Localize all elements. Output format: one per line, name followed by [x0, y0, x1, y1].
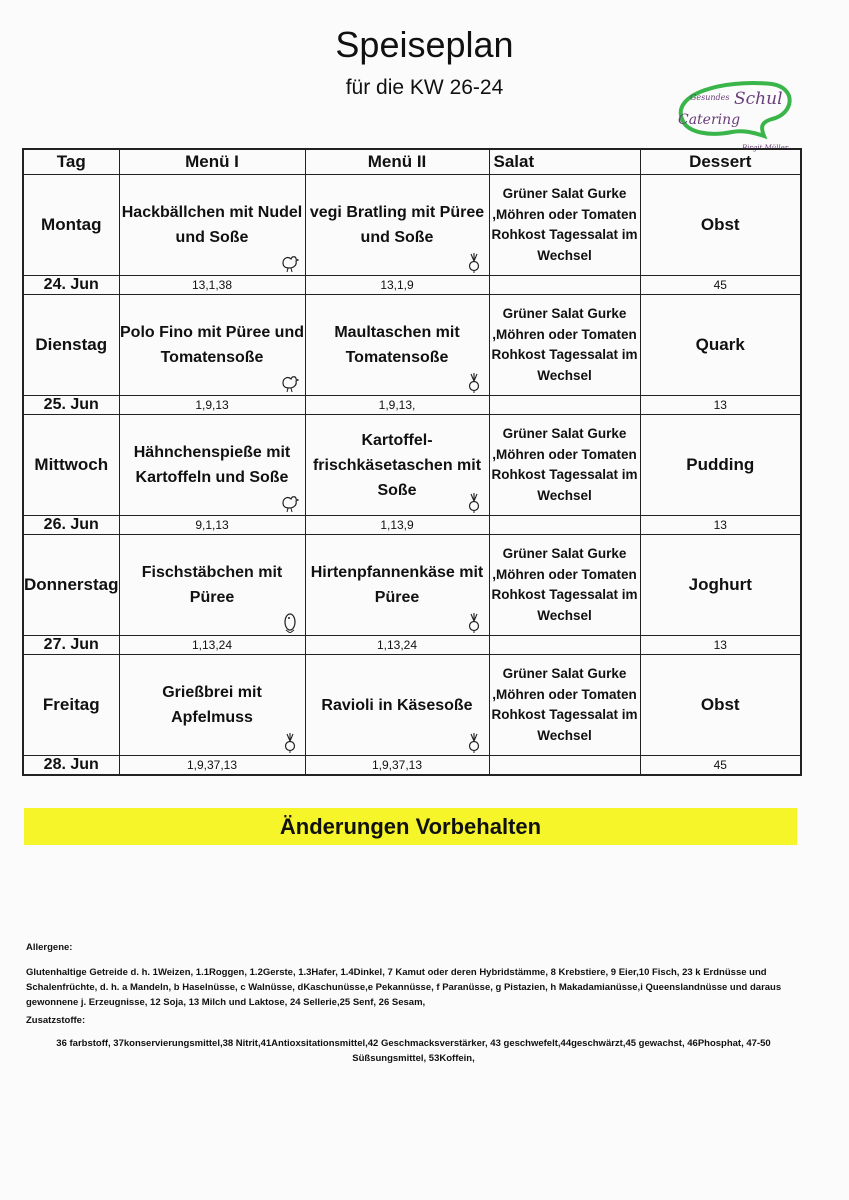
header-dessert: Dessert	[640, 149, 801, 175]
menu1-dish-text: Fischstäbchen mit Püree	[141, 564, 283, 606]
additives-text: 36 farbstoff, 37konservierungsmittel,38 Nitrit,41Antioxsitationsmittel,42 Geschmacksverstärker, 43 geschwefelt,44geschwärzt,45 gewachst, 46Phosphat, 47-50 Süßsungsmittel, 53Koffein,	[56, 1038, 771, 1064]
menu2-codes: 1,9,37,13	[305, 756, 489, 776]
menu1-dish	[119, 175, 305, 276]
menu-table	[22, 148, 802, 776]
menu1-dish-text: Polo Fino mit Püree und Tomatensoße	[120, 324, 304, 366]
header-menu2: Menü II	[305, 149, 489, 175]
table-row-codes	[23, 396, 801, 415]
salat-codes	[489, 516, 640, 535]
salat-codes	[489, 396, 640, 415]
table-row	[23, 175, 801, 276]
salat-text: Grüner Salat Gurke ,Möhren oder Tomaten Rohkost Tagessalat im Wechsel	[489, 175, 640, 276]
allergens-heading: Allergene:	[26, 942, 73, 953]
day-date: 24. Jun	[23, 276, 119, 295]
day-date: 25. Jun	[23, 396, 119, 415]
table-row-codes	[23, 516, 801, 535]
dessert-codes: 45	[640, 756, 801, 776]
dessert-codes: 45	[640, 276, 801, 295]
page-title: Speiseplan	[335, 24, 514, 65]
table-row-codes	[23, 276, 801, 295]
svg-text:Birgit Müller: Birgit Müller	[742, 144, 789, 152]
salat-codes	[489, 756, 640, 776]
menu1-dish	[119, 415, 305, 516]
dessert-name: Obst	[640, 175, 801, 276]
menu1-dish-text: Hackbällchen mit Nudel und Soße	[121, 204, 303, 246]
allergens-text: Glutenhaltige Getreide d. h. 1Weizen, 1.1Roggen, 1.2Gerste, 1.3Hafer, 1.4Dinkel, 7 Kamut oder deren Hybridstämme, 8 Krebstiere, 9 Eier,10 Fisch, 23 k Erdnüsse und Schalenfrüchte, d. h. a Mandeln, b Haselnüsse, c Walnüsse, dKaschunüsse,e Pekannüsse, f Paranüsse, g Pistazien, h Makadamianüsse,i Queenslandnüsse und daraus gewonnene j. Erzeugnisse, 12 Soja, 13 Milch und Laktose, 24 Sellerie,25 Senf, 26 Sesam,	[26, 967, 782, 1008]
menu1-codes: 13,1,38	[119, 276, 305, 295]
menu2-dish	[305, 175, 489, 276]
beet-icon	[279, 731, 301, 753]
dessert-codes: 13	[640, 516, 801, 535]
svg-text:Gesundes: Gesundes	[690, 93, 730, 102]
menu2-dish	[305, 295, 489, 396]
menu1-dish-text: Hähnchenspieße mit Kartoffeln und Soße	[133, 444, 291, 486]
day-date: 28. Jun	[23, 756, 119, 776]
menu2-dish-text: Kartoffel-frischkäsetaschen mit Soße	[312, 431, 482, 499]
menu1-dish	[119, 295, 305, 396]
menu2-dish-text: Maultaschen mit Tomatensoße	[334, 324, 460, 366]
table-row	[23, 415, 801, 516]
menu1-dish	[119, 535, 305, 636]
dessert-codes: 13	[640, 396, 801, 415]
day-name: Montag	[23, 175, 119, 276]
day-name: Mittwoch	[23, 415, 119, 516]
menu2-dish-text: vegi Bratling mit Püree und Soße	[309, 204, 485, 246]
salat-codes	[489, 276, 640, 295]
header-salat: Salat	[489, 149, 640, 175]
page-subtitle: für die KW 26-24	[345, 76, 504, 99]
menu2-dish	[305, 415, 489, 516]
table-row	[23, 655, 801, 756]
beet-icon	[463, 371, 485, 393]
day-name: Dienstag	[23, 295, 119, 396]
salat-text: Grüner Salat Gurke ,Möhren oder Tomaten Rohkost Tagessalat im Wechsel	[489, 655, 640, 756]
menu2-dish-text: Ravioli in Käsesoße	[321, 696, 473, 714]
menu1-codes: 9,1,13	[119, 516, 305, 535]
day-date: 26. Jun	[23, 516, 119, 535]
menu1-dish	[119, 655, 305, 756]
beet-icon	[463, 251, 485, 273]
beet-icon	[463, 611, 485, 633]
day-name: Donnerstag	[23, 535, 119, 636]
table-row	[23, 295, 801, 396]
menu1-dish-text: Grießbrei mit Apfelmuss	[162, 684, 262, 726]
menu2-codes: 1,13,9	[305, 516, 489, 535]
salat-text: Grüner Salat Gurke ,Möhren oder Tomaten Rohkost Tagessalat im Wechsel	[489, 295, 640, 396]
chicken-icon	[279, 371, 301, 393]
menu2-dish	[305, 535, 489, 636]
menu2-dish	[305, 655, 489, 756]
menu2-codes: 1,13,24	[305, 636, 489, 655]
dessert-name: Pudding	[640, 415, 801, 516]
menu1-codes: 1,13,24	[119, 636, 305, 655]
header-menu1: Menü I	[119, 149, 305, 175]
header-tag: Tag	[23, 149, 119, 175]
day-name: Freitag	[23, 655, 119, 756]
menu2-dish-text: Hirtenpfannenkäse mit Püree	[310, 564, 484, 606]
salat-codes	[489, 636, 640, 655]
chicken-icon	[279, 251, 301, 273]
table-row-codes	[23, 636, 801, 655]
table-row-codes	[23, 756, 801, 776]
catering-logo	[662, 74, 797, 154]
table-header-row	[23, 149, 801, 175]
additives-heading: Zusatzstoffe:	[26, 1015, 86, 1026]
menu1-codes: 1,9,37,13	[119, 756, 305, 776]
menu2-codes: 1,9,13,	[305, 396, 489, 415]
table-row	[23, 535, 801, 636]
chicken-icon	[279, 491, 301, 513]
beet-icon	[463, 491, 485, 513]
salat-text: Grüner Salat Gurke ,Möhren oder Tomaten Rohkost Tagessalat im Wechsel	[489, 415, 640, 516]
dessert-name: Joghurt	[640, 535, 801, 636]
menu1-codes: 1,9,13	[119, 396, 305, 415]
day-date: 27. Jun	[23, 636, 119, 655]
beet-icon	[463, 731, 485, 753]
salat-text: Grüner Salat Gurke ,Möhren oder Tomaten Rohkost Tagessalat im Wechsel	[489, 535, 640, 636]
svg-text:Schul: Schul	[734, 89, 783, 109]
changes-notice: Änderungen Vorbehalten	[24, 808, 797, 845]
svg-text:Catering: Catering	[678, 112, 741, 128]
dessert-name: Quark	[640, 295, 801, 396]
dessert-codes: 13	[640, 636, 801, 655]
dessert-name: Obst	[640, 655, 801, 756]
menu2-codes: 13,1,9	[305, 276, 489, 295]
fish-icon	[279, 611, 301, 633]
